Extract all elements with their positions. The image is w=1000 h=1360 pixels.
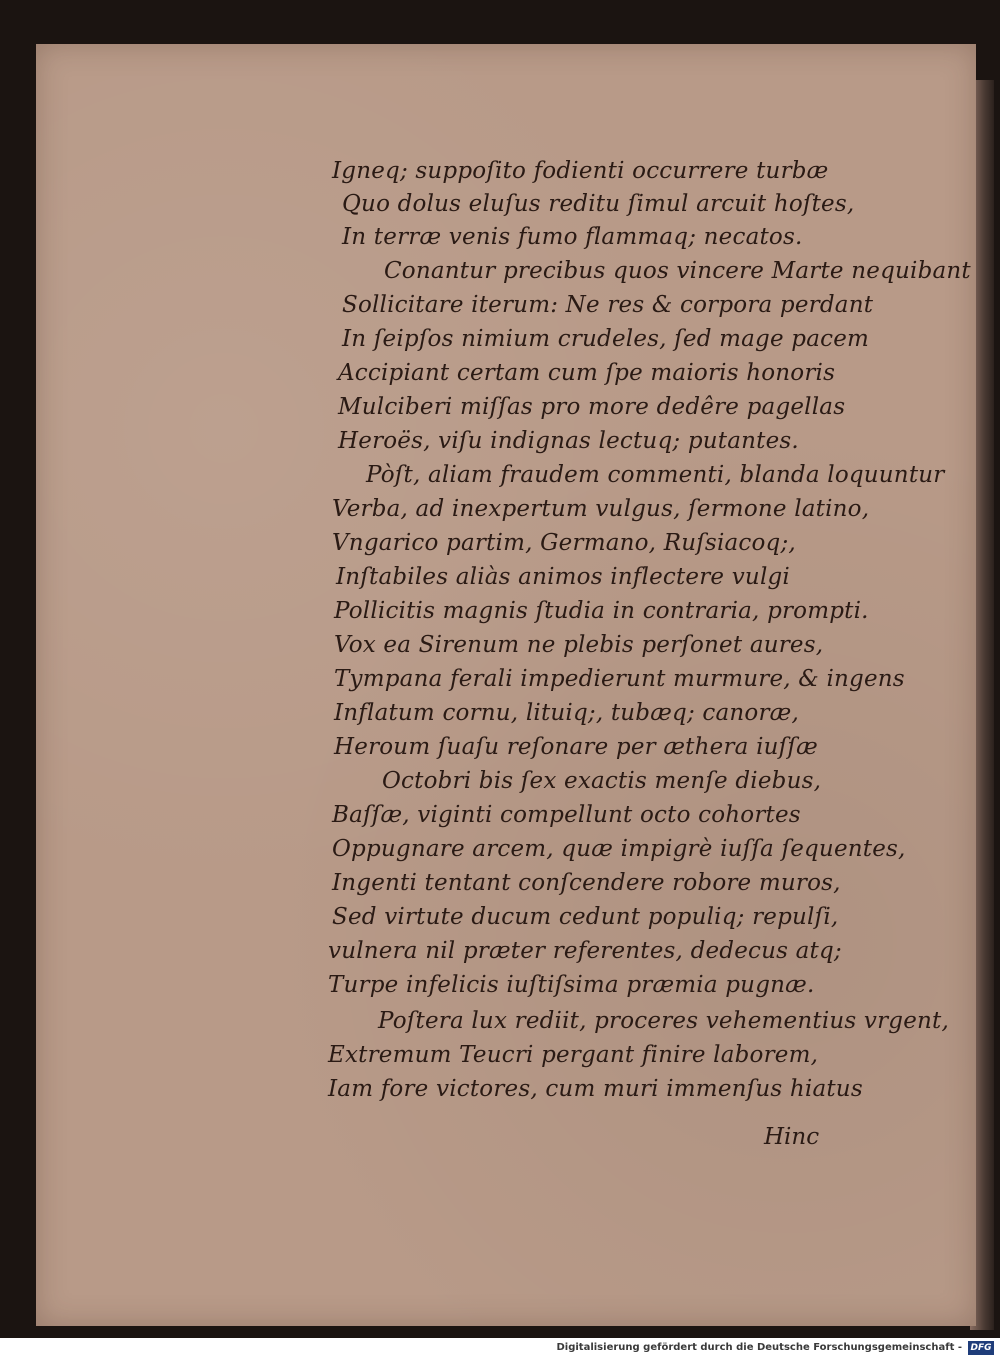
verse-line-27: Extremum Teucri pergant finire laborem, bbox=[328, 1042, 819, 1068]
verse-line-20: Baſſæ, viginti compellunt octo cohortes bbox=[332, 802, 801, 828]
verse-line-8: Mulciberi miſſas pro more dedêre pagellas bbox=[338, 394, 846, 420]
digitization-footer bbox=[0, 1338, 1000, 1360]
verse-line-15: Vox ea Sirenum ne plebis perſonet aures, bbox=[334, 632, 824, 658]
verse-line-2: Quo dolus eluſus reditu ſimul arcuit hoſtes, bbox=[342, 191, 855, 217]
verse-line-12: Vngarico partim, Germano, Ruſsiacoq;, bbox=[332, 530, 796, 556]
verse-line-22: Ingenti tentant conſcendere robore muros, bbox=[332, 870, 841, 896]
verse-line-16: Tympana ferali impedierunt murmure, & ingens bbox=[334, 666, 905, 692]
verse-line-21: Oppugnare arcem, quæ impigrè iuſſa ſequentes, bbox=[332, 836, 906, 862]
verse-line-17: Inflatum cornu, lituiq;, tubæq; canoræ, bbox=[334, 700, 800, 726]
catchword: Hinc bbox=[764, 1124, 820, 1150]
verse-line-4: Conantur precibus quos vincere Marte nequibant bbox=[384, 258, 971, 284]
verse-line-7: Accipiant certam cum ſpe maioris honoris bbox=[338, 360, 836, 386]
verse-line-25: Turpe infelicis iuſtiſsima præmia pugnæ. bbox=[328, 972, 815, 998]
verse-line-18: Heroum ſuaſu reſonare per æthera iuſſæ bbox=[334, 734, 818, 760]
verse-line-1: Igneq; suppoſito fodienti occurrere turbæ bbox=[332, 158, 829, 184]
verse-line-24: vulnera nil præter referentes, dedecus atq; bbox=[328, 938, 842, 964]
dfg-logo-icon[interactable]: DFG bbox=[968, 1341, 994, 1355]
verse-line-14: Pollicitis magnis ſtudia in contraria, prompti. bbox=[334, 598, 869, 624]
verse-line-9: Heroës, viſu indignas lectuq; putantes. bbox=[338, 428, 799, 454]
verse-line-28: Iam fore victores, cum muri immenſus hiatus bbox=[328, 1076, 863, 1102]
verse-line-11: Verba, ad inexpertum vulgus, ſermone latino, bbox=[332, 496, 870, 522]
verse-line-23: Sed virtute ducum cedunt populiq; repulſi, bbox=[332, 904, 839, 930]
verse-block bbox=[36, 44, 976, 1326]
verse-line-13: Inſtabiles aliàs animos inflectere vulgi bbox=[336, 564, 790, 590]
verse-line-3: In terræ venis fumo flammaq; necatos. bbox=[342, 224, 803, 250]
verse-line-26: Poſtera lux rediit, proceres vehementius vrgent, bbox=[378, 1008, 949, 1034]
verse-line-19: Octobri bis ſex exactis menſe diebus, bbox=[382, 768, 822, 794]
book-page bbox=[36, 44, 976, 1326]
verse-line-10: Pòſt, aliam fraudem commenti, blanda loquuntur bbox=[366, 462, 945, 488]
verse-line-6: In ſeipſos nimium crudeles, ſed mage pacem bbox=[342, 326, 870, 352]
verse-line-5: Sollicitare iterum: Ne res & corpora perdant bbox=[342, 292, 874, 318]
funding-notice: Digitalisierung gefördert durch die Deutsche Forschungsgemeinschaft - bbox=[556, 1342, 962, 1353]
